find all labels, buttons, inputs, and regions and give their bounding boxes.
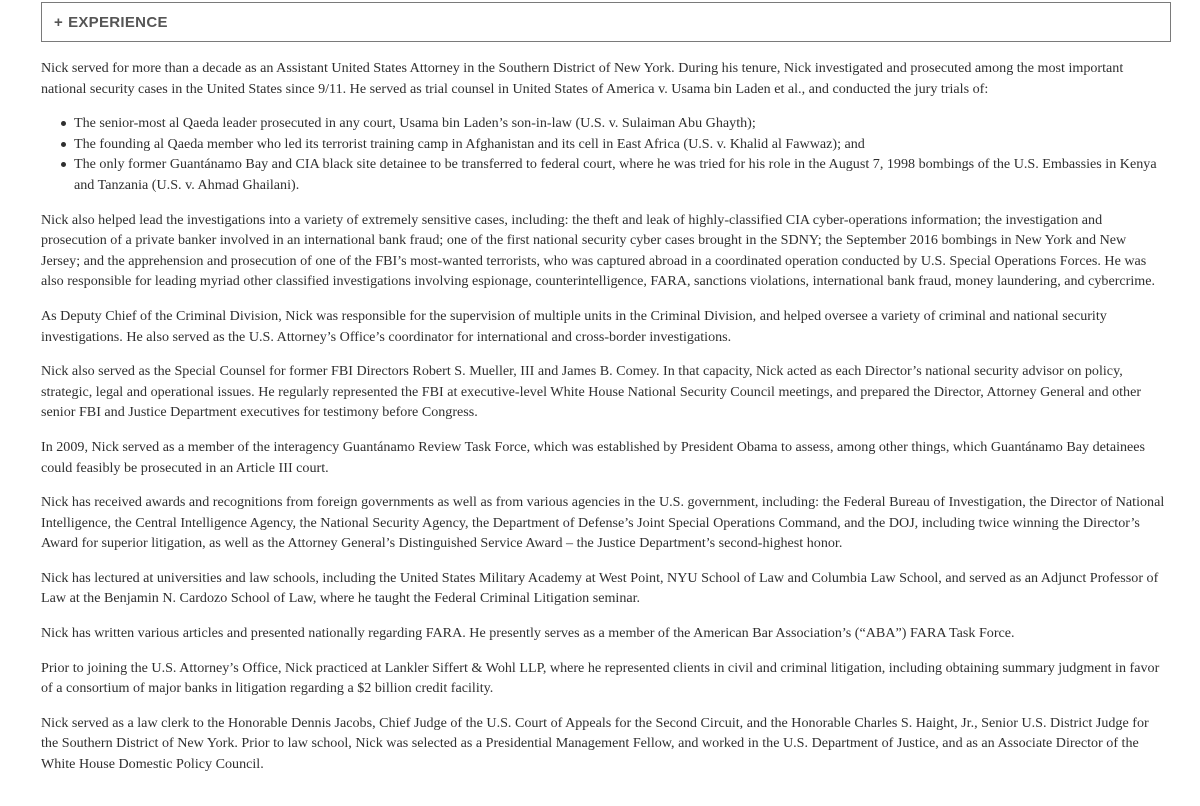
paragraph-task-force: In 2009, Nick served as a member of the interagency Guantánamo Review Task Force, which was established by President Obama to assess, among other things, which Guantánamo Bay detainees could feasibly be prosecuted in an Article III court. <box>41 438 1146 476</box>
paragraph-lectures: Nick has lectured at universities and law schools, including the United States Military Academy at West Point, NYU School of Law and Columbia Law School, and served as an Adjunct Professor of Law at the Benjamin N. Cardozo School of Law, where he taught the Federal Criminal Litigation seminar. <box>41 569 1159 607</box>
paragraph-deputy-chief: As Deputy Chief of the Criminal Division, Nick was responsible for the supervision of multiple units in the Criminal Division, and helped oversee a variety of criminal and national security investigations. He also served as the U.S. Attorney’s Office’s coordinator for international and cross-border investigations. <box>41 307 1107 345</box>
paragraph-clerkship: Nick served as a law clerk to the Honorable Dennis Jacobs, Chief Judge of the U.S. Court of Appeals for the Second Circuit, and the Honorable Charles S. Haight, Jr., Senior U.S. District Judge for the Southern District of New York. Prior to law school, Nick was selected as a Presidential Management Fellow, and worked in the U.S. Department of Justice, and as an Associate Director of the White House Domestic Policy Council. <box>41 714 1149 773</box>
trials-list <box>41 113 1166 195</box>
experience-accordion-toggle[interactable] <box>41 2 1171 42</box>
paragraph-awards: Nick has received awards and recognitions from foreign governments as well as from various agencies in the U.S. government, including: the Federal Bureau of Investigation, the Director of National Intelligence, the Central Intelligence Agency, the National Security Agency, the Department of Defense’s Joint Special Operations Command, and the DOJ, including twice winning the Director’s Award for superior litigation, as well as the Attorney General’s Distinguished Service Award – the Justice Department’s second-highest honor. <box>41 494 1165 552</box>
paragraph-investigations: Nick also helped lead the investigations into a variety of extremely sensitive cases, including: the theft and leak of highly-classified CIA cyber-operations information; the investigation and prosecution of a private banker involved in an international bank fraud; one of the first national security cyber cases brought in the SDNY; the September 2016 bombings in New York and New Jersey; and the apprehension and prosecution of one of the FBI’s most-wanted terrorists, who was captured abroad in a coordinated operation conducted by U.S. Special Operations Forces. He was also responsible for leading myriad other classified investigations involving espionage, counterintelligence, FARA, sanctions violations, international bank fraud, money laundering, and cybercrime. <box>41 211 1156 290</box>
plus-icon: + <box>54 13 64 31</box>
list-item: The founding al Qaeda member who led its terrorist training camp in Afghanistan and its cell in East Africa (U.S. v. Khalid al Fawwaz); and <box>74 134 1166 155</box>
paragraph-special-counsel: Nick also served as the Special Counsel for former FBI Directors Robert S. Mueller, III and James B. Comey. In that capacity, Nick acted as each Director’s national security advisor on policy, strategic, legal and operational issues. He regularly represented the FBI at executive-level White House National Security Council meetings, and prepared the Director, Attorney General and other senior FBI and Justice Department executives for testimony before Congress. <box>41 363 1142 421</box>
paragraph-prior-practice: Prior to joining the U.S. Attorney’s Office, Nick practiced at Lankler Siffert & Wohl LLP, where he represented clients in civil and criminal litigation, including obtaining summary judgment in favor of a consortium of major banks in litigation regarding a $2 billion credit facility. <box>41 659 1160 697</box>
list-item: The only former Guantánamo Bay and CIA black site detainee to be transferred to federal court, where he was tried for his role in the August 7, 1998 bombings of the U.S. Embassies in Kenya and Tanzania (U.S. v. Ahmad Ghailani). <box>74 154 1166 195</box>
intro-paragraph: Nick served for more than a decade as an Assistant United States Attorney in the Southern District of New York. During his tenure, Nick investigated and prosecuted among the most important national security cases in the United States since 9/11. He served as trial counsel in United States of America v. Usama bin Laden et al., and conducted the jury trials of: <box>41 60 1124 97</box>
experience-content <box>41 58 1166 789</box>
paragraph-fara: Nick has written various articles and presented nationally regarding FARA. He presently serves as a member of the American Bar Association’s (“ABA”) FARA Task Force. <box>41 625 1015 642</box>
section-title: EXPERIENCE <box>68 13 168 31</box>
list-item: The senior-most al Qaeda leader prosecuted in any court, Usama bin Laden’s son-in-law (U.S. v. Sulaiman Abu Ghayth); <box>74 113 1166 134</box>
